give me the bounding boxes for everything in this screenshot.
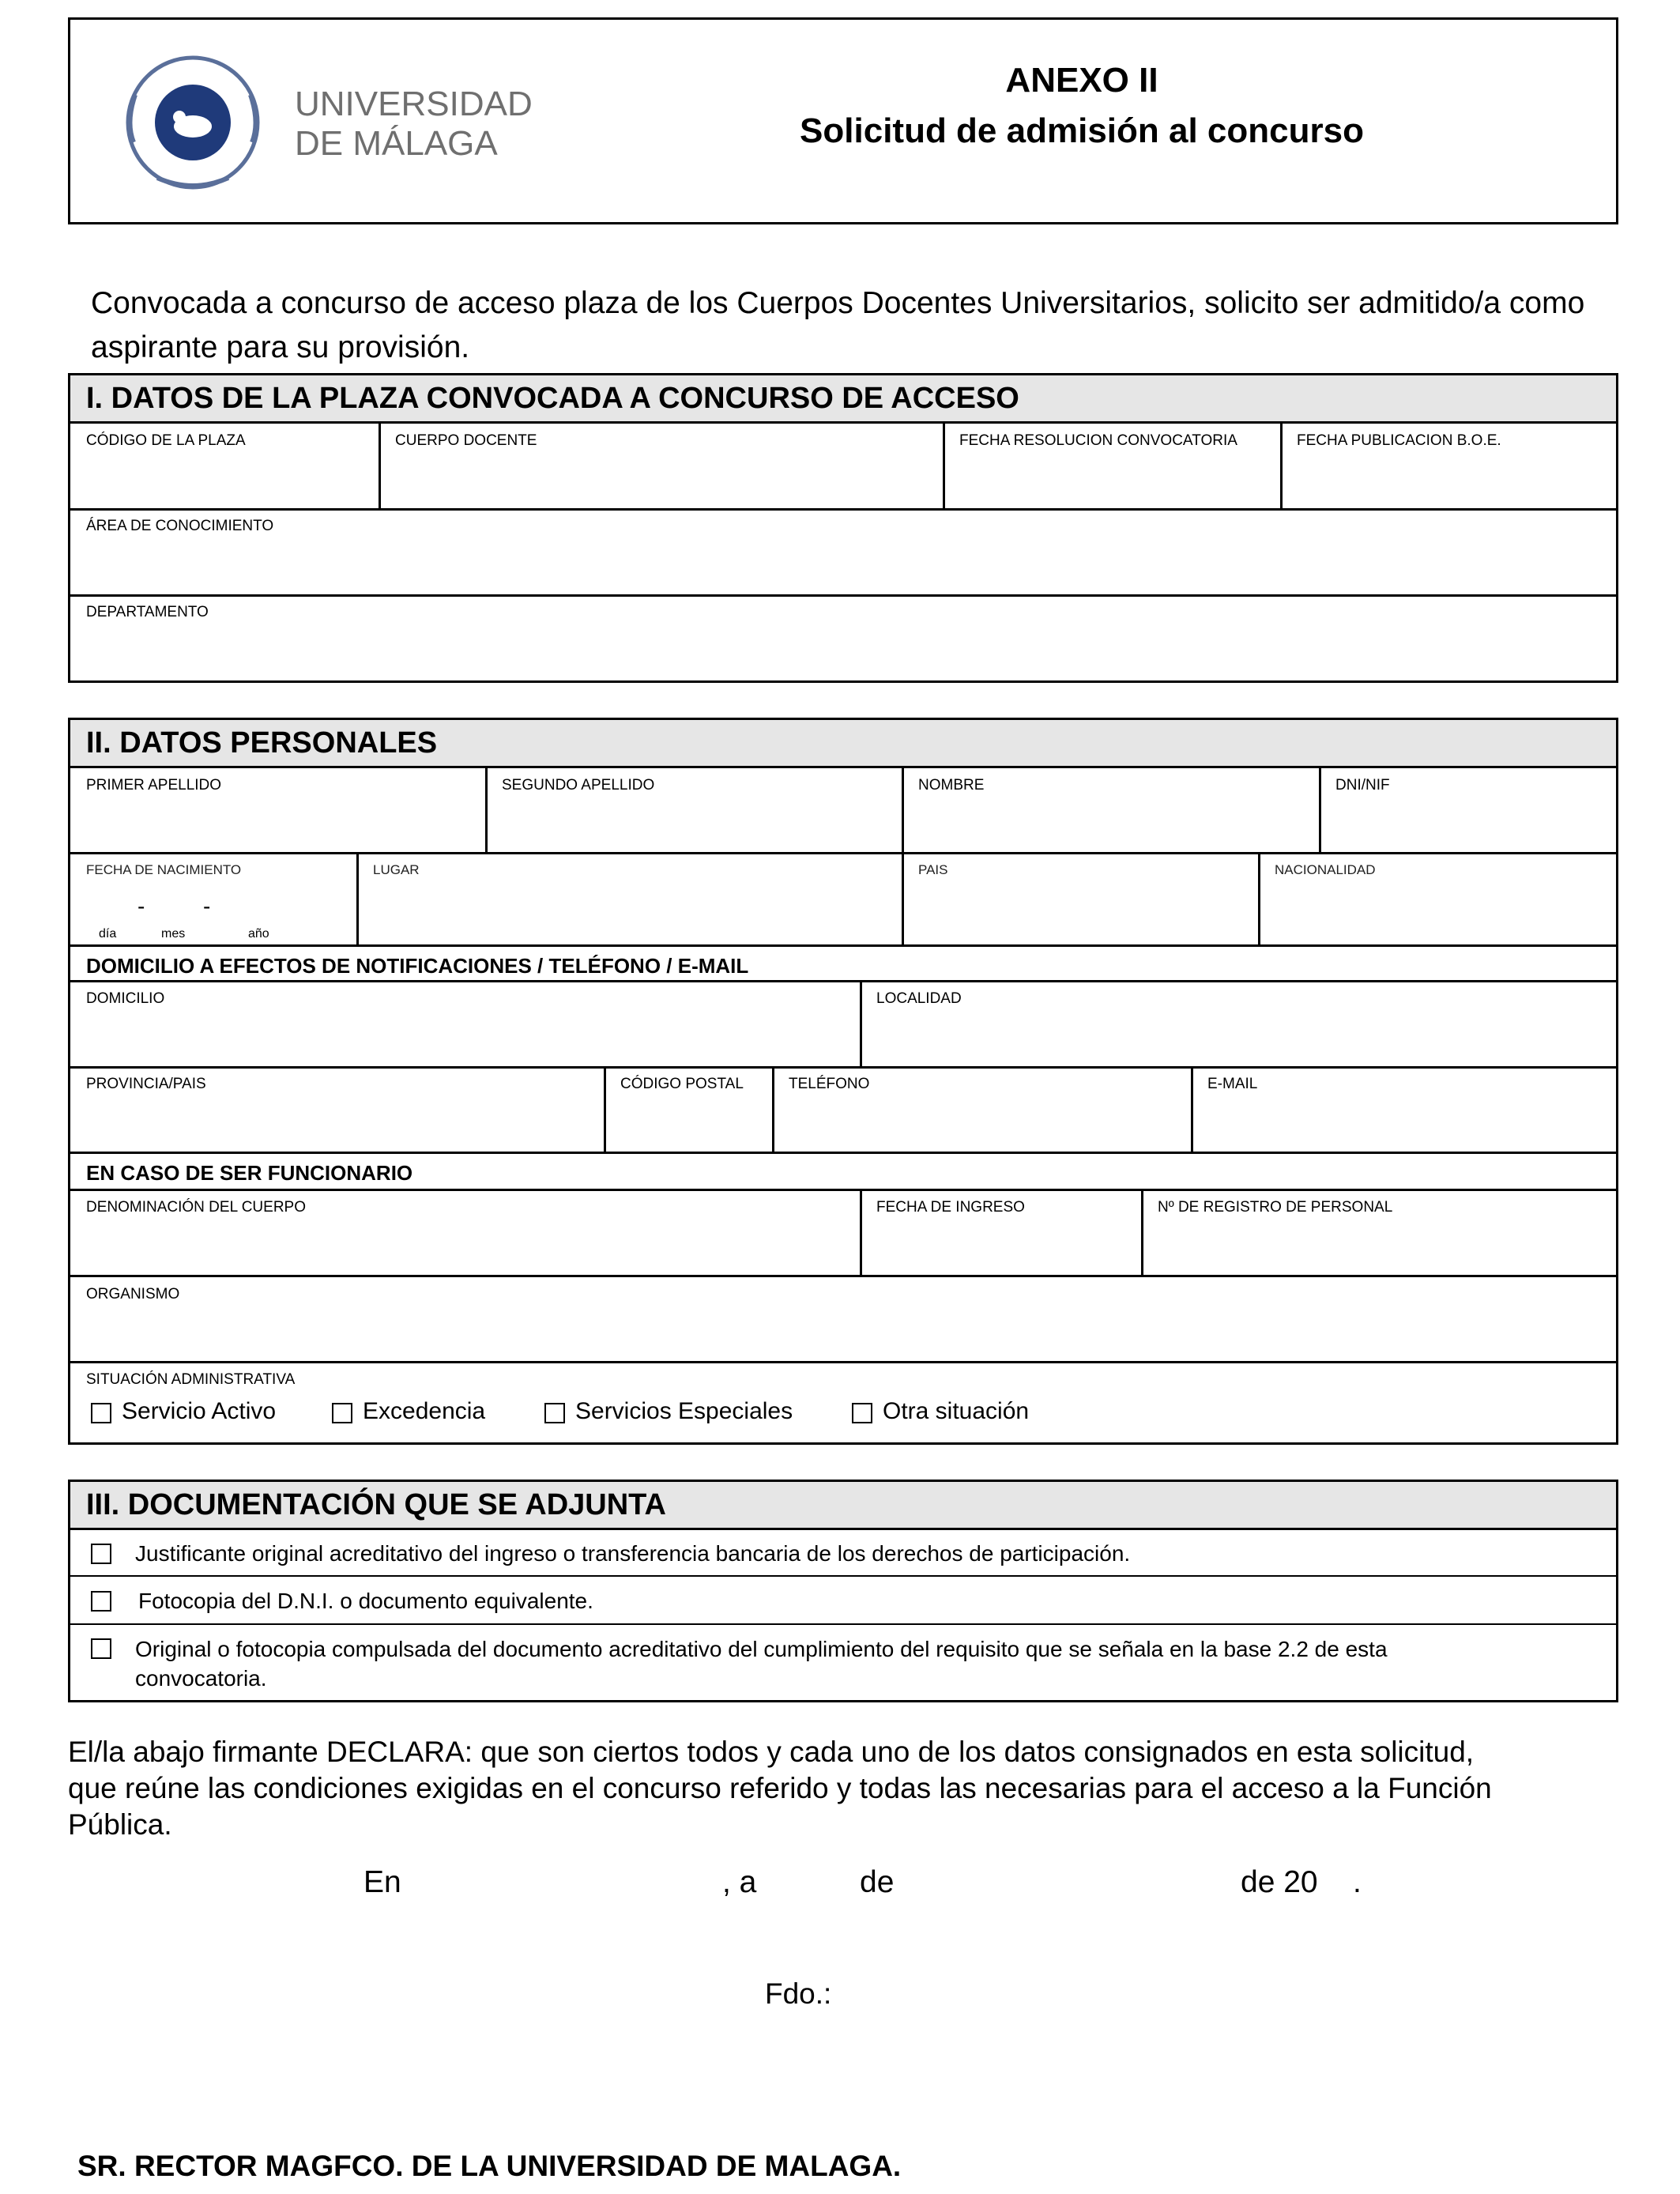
divider xyxy=(860,1189,862,1275)
month-label: de xyxy=(860,1865,895,1899)
divider xyxy=(70,1066,1616,1069)
registro-personal-label: Nº DE REGISTRO DE PERSONAL xyxy=(1158,1199,1393,1216)
divider xyxy=(70,1575,1616,1577)
fecha-nacimiento-label: FECHA DE NACIMIENTO xyxy=(86,862,242,877)
intro-line-2: aspirante para su provisión. xyxy=(91,330,470,364)
divider xyxy=(772,1066,774,1152)
doc-item-fotocopia-dni: Fotocopia del D.N.I. o documento equivalente. xyxy=(138,1589,593,1613)
email-label: E-MAIL xyxy=(1207,1076,1258,1092)
addressee: SR. RECTOR MAGFCO. DE LA UNIVERSIDAD DE MALAGA. xyxy=(77,2150,902,2182)
nombre-label: NOMBRE xyxy=(918,777,985,794)
divider xyxy=(1141,1189,1143,1275)
funcionario-section-title: EN CASO DE SER FUNCIONARIO xyxy=(86,1161,413,1185)
divider xyxy=(943,424,945,508)
divider xyxy=(1280,424,1283,508)
situacion-administrativa-label: SITUACIÓN ADMINISTRATIVA xyxy=(86,1371,296,1388)
denominacion-cuerpo-label: DENOMINACIÓN DEL CUERPO xyxy=(86,1199,306,1216)
codigo-postal-label: CÓDIGO POSTAL xyxy=(620,1076,744,1092)
fecha-boe-label: FECHA PUBLICACION B.O.E. xyxy=(1297,432,1501,449)
justificante-checkbox[interactable] xyxy=(91,1544,111,1564)
provincia-label: PROVINCIA/PAIS xyxy=(86,1076,206,1092)
servicios-especiales-checkbox[interactable] xyxy=(544,1403,565,1423)
excedencia-option: Excedencia xyxy=(363,1398,486,1424)
fotocopia-dni-checbox[interactable] xyxy=(91,1591,111,1612)
intro-line-1: Convocada a concurso de acceso plaza de los Cuerpos Docentes Universitarios, solicito ser admitido/a como xyxy=(91,286,1585,320)
localidad-label: LOCALIDAD xyxy=(876,990,962,1007)
year-label: de 20 xyxy=(1241,1865,1318,1899)
date-dash: - xyxy=(203,894,211,918)
otra-situacion-checkbox[interactable] xyxy=(852,1403,872,1423)
dni-label: DNI/NIF xyxy=(1335,777,1390,794)
dia-label: día xyxy=(99,927,117,941)
excedencia-checkbox[interactable] xyxy=(332,1403,352,1423)
page-subtitle: Solicitud de admisión al concurso xyxy=(800,111,1364,150)
divider xyxy=(70,1361,1616,1363)
year-dot: . xyxy=(1353,1865,1362,1899)
divider xyxy=(1258,852,1260,944)
departamento-label: DEPARTAMENTO xyxy=(86,604,209,620)
fecha-ingreso-label: FECHA DE INGRESO xyxy=(876,1199,1025,1216)
logo-text-line2: DE MÁLAGA xyxy=(295,124,498,163)
servicio-activo-option: Servicio Activo xyxy=(122,1398,277,1424)
divider xyxy=(1191,1066,1193,1152)
servicios-especiales-option: Servicios Especiales xyxy=(575,1398,793,1424)
divider xyxy=(70,1189,1616,1191)
organismo-label: ORGANISMO xyxy=(86,1286,180,1302)
otra-situacion-option: Otra situación xyxy=(883,1398,1030,1424)
declaration-line-1: El/la abajo firmante DECLARA: que son ciertos todos y cada uno de los datos consignados en esta solicitud, xyxy=(68,1736,1475,1768)
cuerpo-docente-label: CUERPO DOCENTE xyxy=(395,432,537,449)
logo-text-line1: UNIVERSIDAD xyxy=(295,85,533,123)
doc-item-justificante: Justificante original acreditativo del ingreso o transferencia bancaria de los derechos de participación. xyxy=(135,1541,1131,1566)
divider xyxy=(1319,768,1321,852)
section-2-box xyxy=(68,718,1618,1445)
section-1-title: I. DATOS DE LA PLAZA CONVOCADA A CONCURSO DE ACCESO xyxy=(70,375,1616,424)
divider xyxy=(70,1623,1616,1625)
anio-label: año xyxy=(248,927,269,941)
page-title: ANEXO II xyxy=(1005,61,1158,100)
codigo-plaza-label: CÓDIGO DE LA PLAZA xyxy=(86,432,246,449)
divider xyxy=(70,508,1616,511)
section-2-title: II. DATOS PERSONALES xyxy=(70,720,1616,768)
lugar-label: LUGAR xyxy=(373,862,420,877)
doc-item-requisito-cont: convocatoria. xyxy=(135,1666,267,1691)
divider xyxy=(70,1152,1616,1154)
signature-label: Fdo.: xyxy=(765,1977,832,2010)
section-1-box xyxy=(68,373,1618,683)
declaration-line-2: que reúne las condiciones exigidas en el concurso referido y todas las necesarias para el acceso a la Función xyxy=(68,1772,1492,1804)
telefono-label: TELÉFONO xyxy=(789,1076,870,1092)
divider xyxy=(379,424,381,508)
divider xyxy=(902,852,904,944)
divider xyxy=(860,980,862,1066)
place-label: En xyxy=(363,1865,401,1899)
domicilio-section-title: DOMICILIO A EFECTOS DE NOTIFICACIONES / TELÉFONO / E-MAIL xyxy=(86,954,749,978)
divider xyxy=(70,594,1616,597)
declaration-line-3: Pública. xyxy=(68,1808,172,1841)
divider xyxy=(70,1275,1616,1277)
divider xyxy=(70,852,1616,854)
divider xyxy=(70,980,1616,982)
divider xyxy=(356,852,359,944)
doc-item-requisito: Original o fotocopia compulsada del documento acreditativo del cumplimiento del requisito que se señala en la base 2.2 de esta xyxy=(135,1637,1388,1661)
section-3-box xyxy=(68,1480,1618,1702)
header-box xyxy=(68,17,1618,224)
segundo-apellido-label: SEGUNDO APELLIDO xyxy=(502,777,655,794)
section-3-title: III. DOCUMENTACIÓN QUE SE ADJUNTA xyxy=(70,1482,1616,1530)
mes-label: mes xyxy=(161,927,186,941)
date-dash: - xyxy=(137,894,145,918)
domicilio-label: DOMICILIO xyxy=(86,990,165,1007)
servicio-activo-checkbox[interactable] xyxy=(91,1403,111,1423)
divider xyxy=(902,768,904,852)
divider xyxy=(70,944,1616,947)
fecha-resolucion-label: FECHA RESOLUCION CONVOCATORIA xyxy=(959,432,1237,449)
university-seal-logo xyxy=(118,47,268,198)
divider xyxy=(485,768,488,852)
documento-requisito-checkbox[interactable] xyxy=(91,1638,111,1659)
area-conocimiento-label: ÁREA DE CONOCIMIENTO xyxy=(86,518,274,534)
primer-apellido-label: PRIMER APELLIDO xyxy=(86,777,222,794)
day-label: , a xyxy=(722,1865,757,1899)
pais-label: PAIS xyxy=(918,862,948,877)
nacionalidad-label: NACIONALIDAD xyxy=(1275,862,1376,877)
divider xyxy=(604,1066,606,1152)
